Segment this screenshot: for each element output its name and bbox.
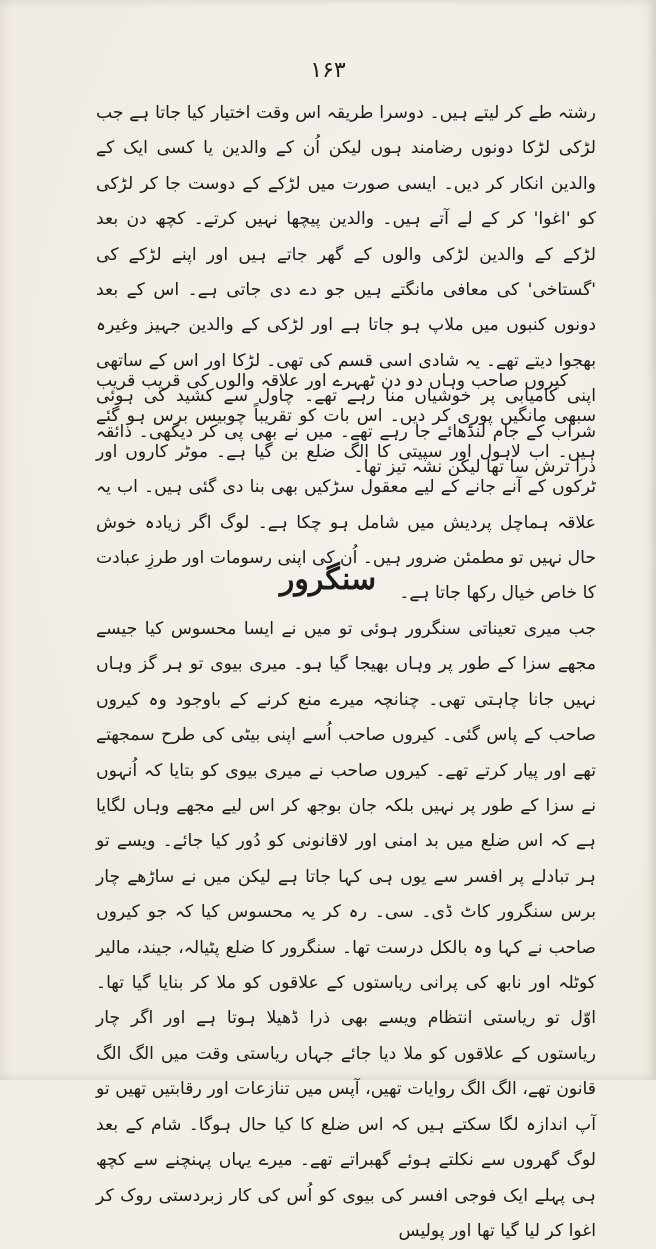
paragraph-1: رشتہ طے کر لیتے ہیں۔ دوسرا طریقہ اس وقت اختیار کیا جاتا ہے جب لڑکی لڑکا دونوں رضامند ہوں لیکن اُن کے والدین یا کسی ایک کے والدین انکار کر دیں۔ ایسی صورت میں لڑکے کے دوست جا کر لڑکی کو 'اغوا' کر کے لے آتے ہیں۔ والدین پیچھا نہیں کرتے۔ کچھ دن بعد لڑکے کے والدین لڑکی والوں کے گھر جاتے ہیں اور اپنے لڑکے کی 'گستاخی' کی معافی مانگتے ہیں جو دے دی جاتی ہے۔ اس کے بعد دونوں کنبوں میں ملاپ ہو جاتا ہے اور لڑکی کے والدین جہیز وغیرہ بھجوا دیتے تھے۔ یہ شادی اسی قسم کی تھی۔ لڑکا اور اس کے ساتھی اپنی کامیابی پر خوشیاں منا رہے تھے۔ چاول سے کشید کی ہوئی شراب کے جام لنڈھائے جا رہے تھے۔ میں نے بھی پی کر دیکھی۔ ذائقہ ذرا ترش سا تھا لیکن نشہ تیز تھا۔ (96, 103, 596, 478)
page-edge-shadow (650, 0, 656, 1080)
paragraph-3: جب میری تعیناتی سنگرور ہوئی تو میں نے ایسا محسوس کیا جیسے مجھے سزا کے طور پر وہاں بھیجا گیا ہو۔ میری بیوی تو ہر گز وہاں نہیں جانا چاہتی تھی۔ چنانچہ میرے منع کرنے کے باوجود وہ کیروں صاحب کے پاس گئی۔ کیروں صاحب اُسے اپنی بیٹی کی طرح سمجھتے تھے اور پیار کرتے تھے۔ کیروں صاحب نے میری بیوی کو بتایا کہ اُنہوں نے سزا کے طور پر نہیں بلکہ جان بوجھ کر اس لیے مجھے وہاں لگایا ہے کہ اس ضلع میں بد امنی اور لاقانونی کو دُور کیا جائے۔ ویسے تو ہر تبادلے پر افسر سے یوں ہی کہا جاتا ہے لیکن میں نے ساڑھے چار برس سنگرور کاٹ ڈی۔ سی۔ رہ کر یہ محسوس کیا کہ جو کیروں صاحب نے کہا وہ بالکل درست تھا۔ سنگرور کا ضلع پٹیالہ، جیند، مالیر کوٹلہ اور نابھ کی پرانی ریاستوں کے علاقوں کو ملا کر بنایا گیا تھا۔ اوّل تو ریاستی انتظام ویسے بھی ذرا ڈھیلا ہوتا ہے اور اگر چار ریاستوں کے علاقوں کو ملا دیا جائے جہاں ریاستی وقت میں الگ الگ قانون تھے، الگ الگ روایات تھیں، آپس میں تنازعات اور رقابتیں تھیں تو آپ اندازہ لگا سکتے ہیں کہ اس ضلع کا کیا حال ہوگا۔ شام کے بعد لوگ گھروں سے نکلتے ہوئے گھبراتے تھے۔ میرے یہاں پہنچنے سے کچھ ہی پہلے ایک فوجی افسر کی بیوی کو اُس کی کار زبردستی روک کر اغوا کر لیا گیا تھا اور پولیس (96, 619, 596, 1241)
section-heading: سنگرور (279, 562, 377, 597)
paragraph-2: کیروں صاحب وہاں دو دن ٹھہرے اور علاقہ والوں کی قریب قریب سبھی مانگیں پوری کر دیں۔ اس بات کو تقریباً چوبیس برس ہو گئے ہیں۔ اب لاہول اور سپیتی کا الگ ضلع بن گیا ہے۔ موٹر کاروں اور ٹرکوں کے آنے جانے کے لیے معقول سڑکیں بھی بنا دی گئی ہیں۔ اب یہ علاقہ ہماچل پردیش میں شامل ہو چکا ہے۔ لوگ اگر زیادہ خوش حال نہیں تو مطمئن ضرور ہیں۔ اُن کی اپنی رسومات اور طرزِ عبادت کا خاص خیال رکھا جاتا ہے۔ (96, 371, 596, 604)
page-number: ۱۶۳ (310, 58, 346, 83)
text-block-bottom (96, 612, 596, 1249)
